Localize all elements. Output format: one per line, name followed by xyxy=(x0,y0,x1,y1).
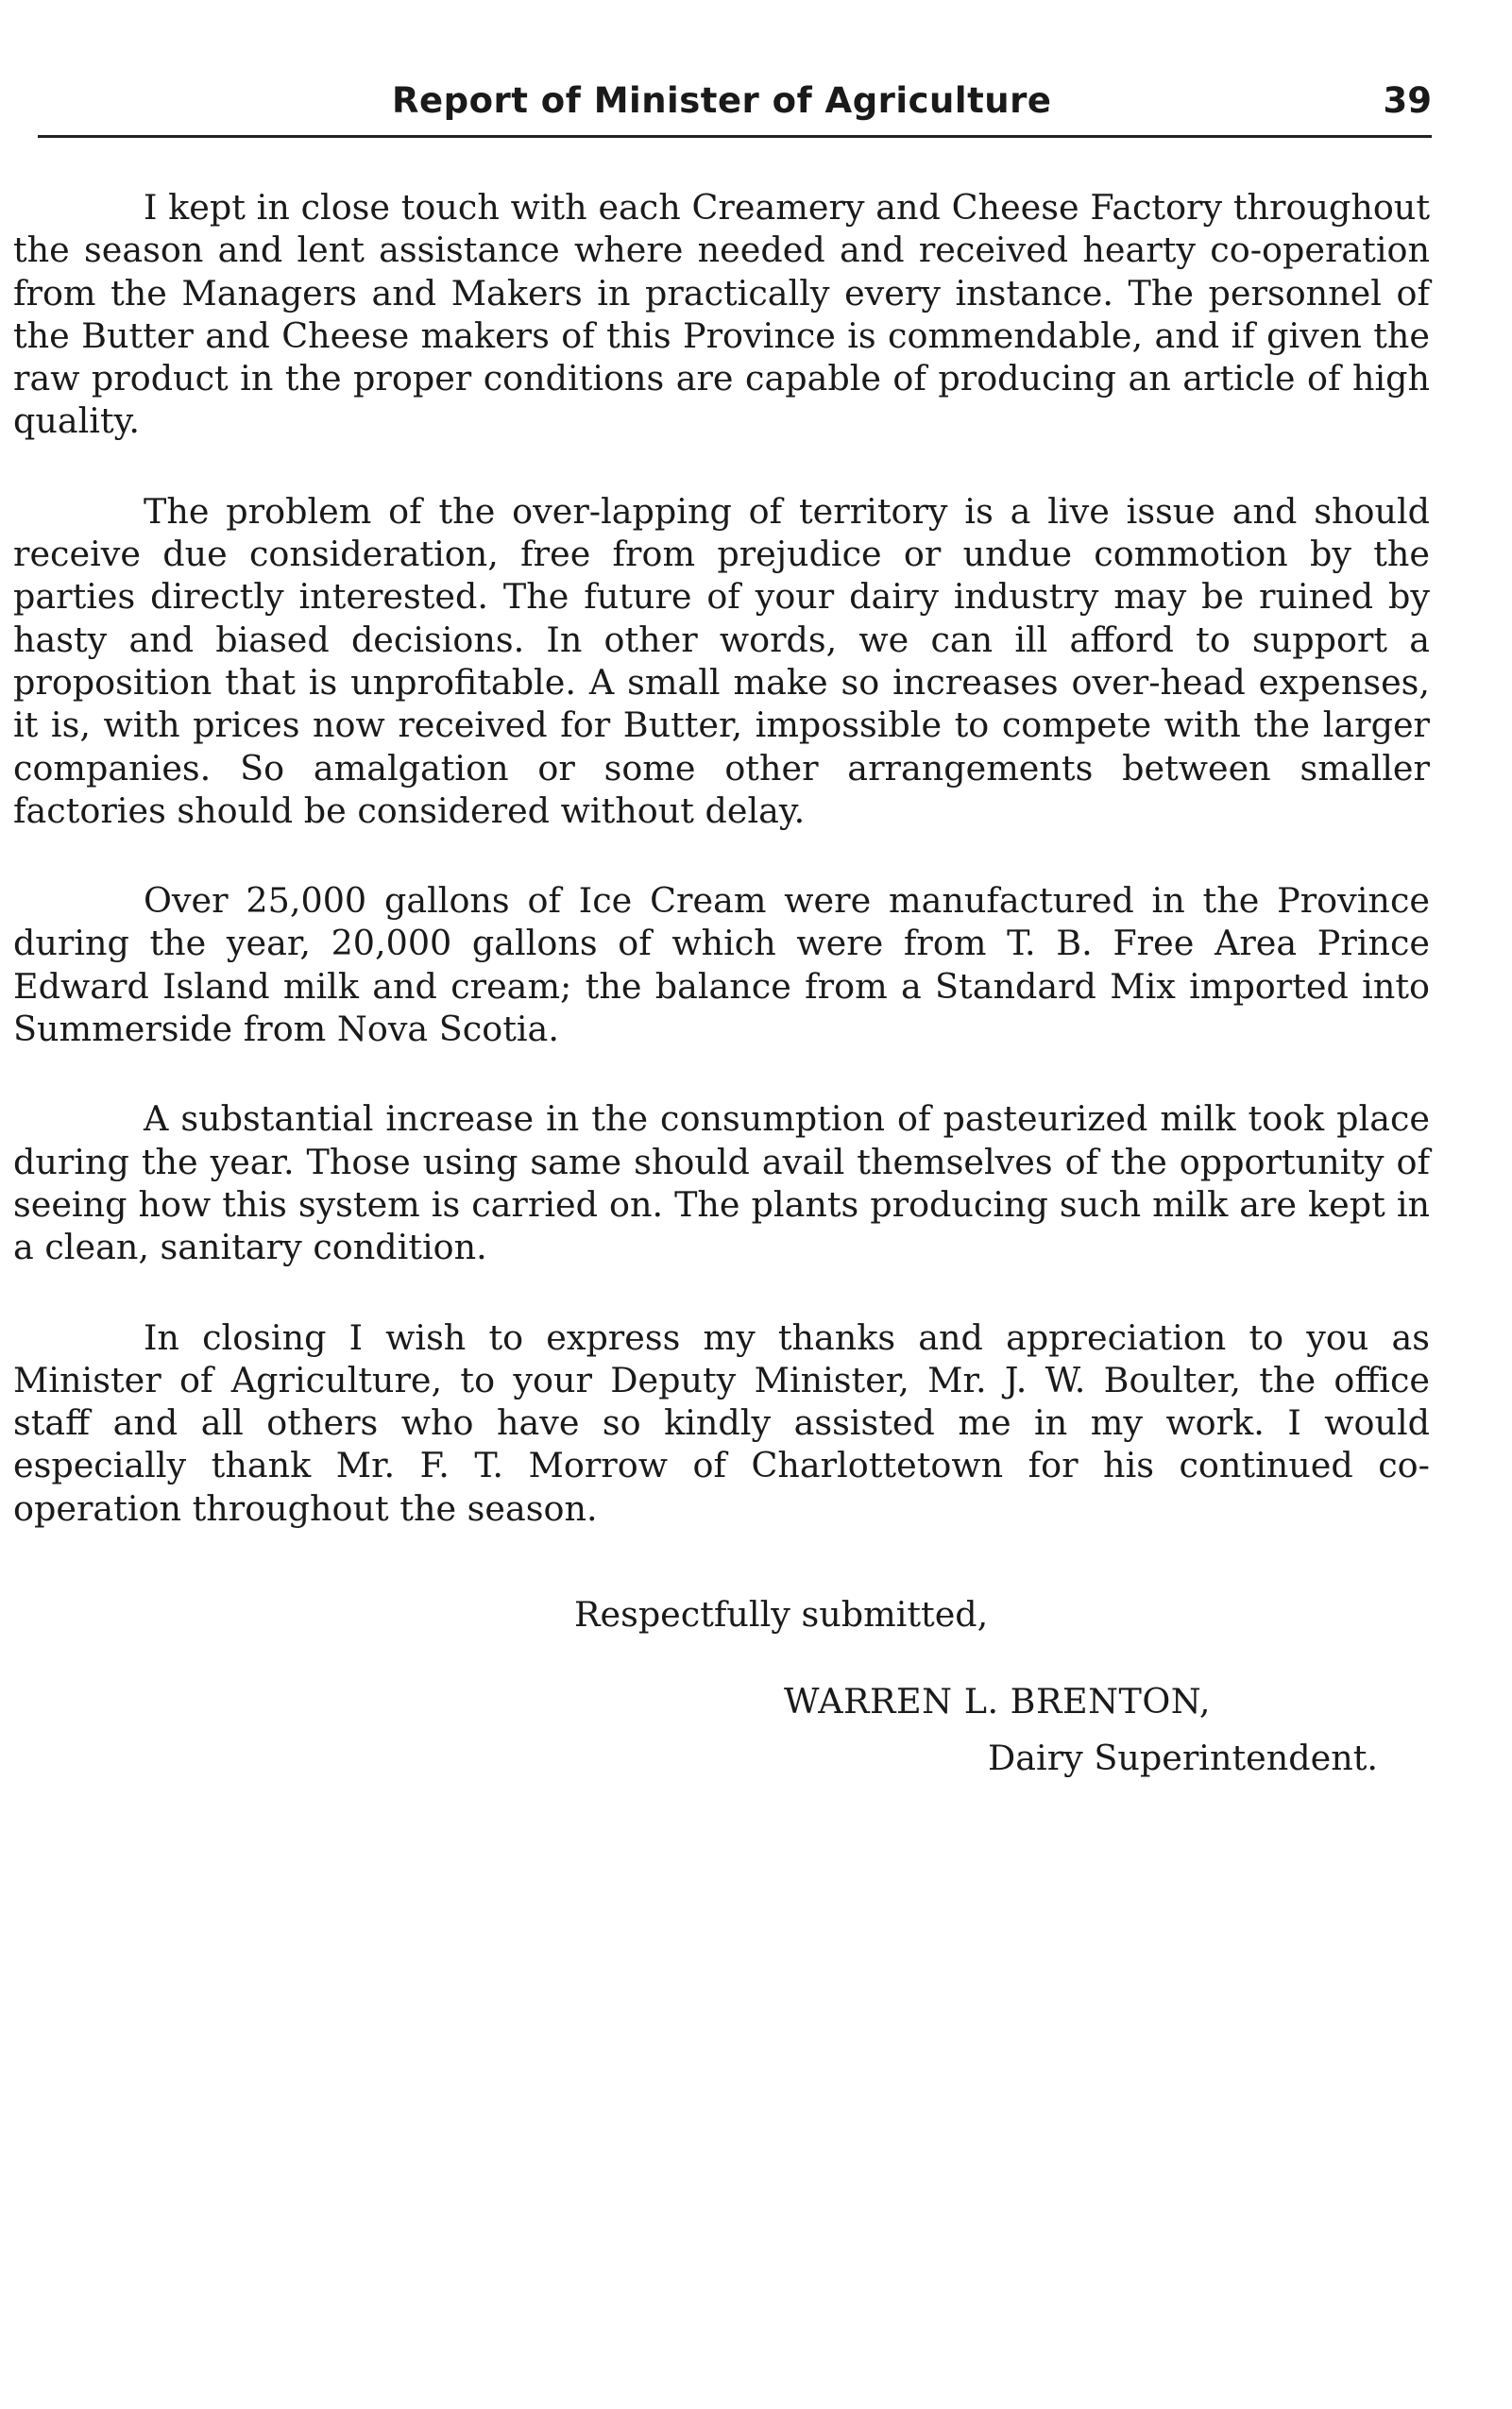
paragraph-ice-cream: Over 25,000 gallons of Ice Cream were manufactured in the Province during the year, 20,000 gallons of which were from T. B. Free Area Prince Edward Island milk and cream; the balance from a Standard Mix imported into Summerside from Nova Scotia. xyxy=(13,880,1430,1050)
closing-line: Respectfully submitted, xyxy=(574,1594,989,1635)
header-rule xyxy=(38,135,1432,138)
paragraph-closing-thanks: In closing I wish to express my thanks and appreciation to you as Minister of Agriculture, to your Deputy Minister, Mr. J. W. Boulter, the office staff and all others who have so kindly assisted me in my work. I would especially thank Mr. F. T. Morrow of Charlottetown for his continued co-operation throughout the season. xyxy=(13,1316,1430,1529)
paragraph-creamery-contact: I kept in close touch with each Creamery and Cheese Factory throughout the season and lent assistance where needed and received hearty co-operation from the Managers and Makers in practically every instance. The personnel of the Butter and Cheese makers of this Province is commendable, and if given the raw product in the proper conditions are capable of producing an article of high quality. xyxy=(13,187,1430,442)
paragraph-pasteurized-milk: A substantial increase in the consumption of pasteurized milk took place during the year. Those using same should avail themselves of the opportunity of seeing how this system is carried on. The plants producing such milk are kept in a clean, sanitary condition. xyxy=(13,1098,1430,1268)
signer-title: Dairy Superintendent. xyxy=(988,1738,1378,1778)
running-title: Report of Minister of Agriculture xyxy=(392,80,1052,121)
page-number: 39 xyxy=(1383,80,1432,121)
signer-name: WARREN L. BRENTON, xyxy=(784,1681,1212,1722)
body-text xyxy=(13,186,1430,1577)
paragraph-overlapping-territory: The problem of the over-lapping of territory is a live issue and should receive due consideration, free from prejudice or undue commotion by the parties directly interested. The future of your dairy industry may be ruined by hasty and biased decisions. In other words, we can ill afford to support a proposition that is unprofitable. A small make so increases over-head expenses, it is, with prices now received for Butter, impossible to compete with the larger companies. So amalgation or some other arrangements between smaller factories should be considered without delay. xyxy=(13,490,1430,831)
page-header xyxy=(38,80,1432,137)
